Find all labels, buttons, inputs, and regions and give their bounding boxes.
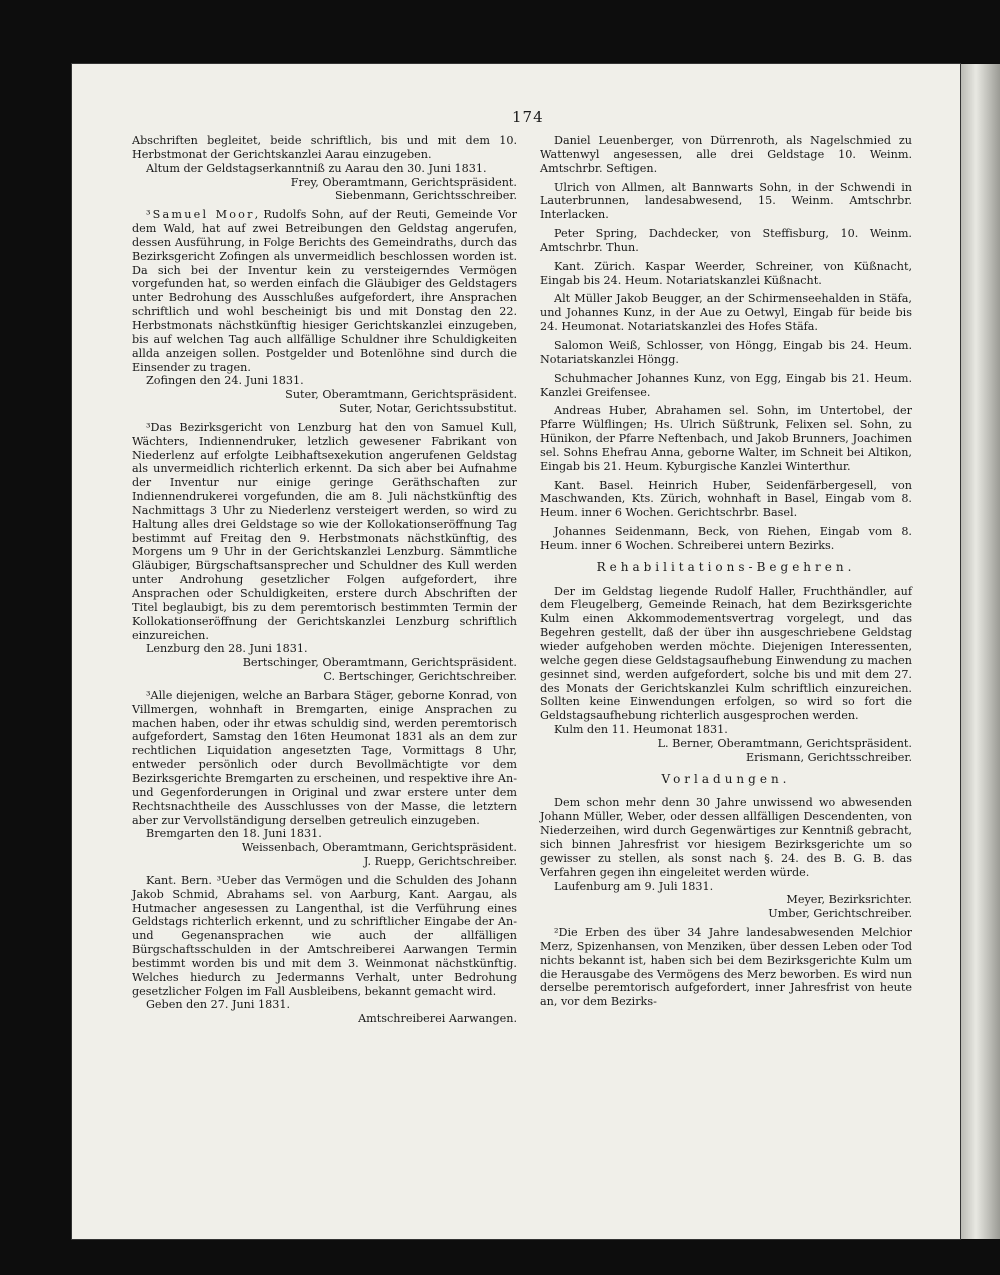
- signature: Meyer, Bezirksrichter.: [786, 893, 912, 907]
- name-lead: ³Samuel Moor: [146, 208, 255, 222]
- signature: C. Bertschinger, Gerichtschreiber.: [323, 670, 517, 684]
- paragraph: ³Alle diejenigen, welche an Barbara Stäger, geborne Konrad, von Villmergen, wohnhaft in Bremgarten, einige Ansprachen zu machen haben, oder ihr etwas schuldig sind, werden peremtorisch aufgefordert, Samstag den 16ten Heumonat 1831 als an dem zur rechtlichen Liquidation angesetzten Tage, Vormittags 8 Uhr, entweder persönlich oder durch Bevollmächtigte vor dem Bezirksgerichte Bremgarten zu erscheinen, und respektive ihre An- und Gegenforderungen in Original und zwar erstere unter dem Rechtsnachtheile des Ausschlusses von der Masse, die letztern aber zur Vervollständigung derselben getreulich einzugeben.: [132, 688, 517, 827]
- date-line: Bremgarten den 18. Juni 1831.: [146, 827, 322, 841]
- page-number: 174: [512, 108, 544, 126]
- list-item: Alt Müller Jakob Beugger, an der Schirmenseehalden in Stäfa, und Johannes Kunz, in der Aue zu Oetwyl, Eingab für beide bis 24. Heumonat. Notariatskanzlei des Hofes Stäfa.: [540, 292, 912, 334]
- signature: Suter, Oberamtmann, Gerichtspräsident.: [285, 388, 517, 402]
- signature: Amtschreiberei Aarwangen.: [358, 1012, 517, 1026]
- paragraph: Dem schon mehr denn 30 Jahre unwissend wo abwesenden Johann Müller, Weber, oder dessen allfälligen Descendenten, von Niederzeihen, wird durch Gegenwärtiges zur Kenntniß gebracht, sich binnen Jahresfrist vor hiesigem Bezirksgerichte um so gewisser zu stellen, als sonst nach §. 24. des B. G. B. das Verfahren gegen ihn eingeleitet werden würde.: [540, 796, 912, 879]
- paragraph: Kant. Bern. ³Ueber das Vermögen und die Schulden des Johann Jakob Schmid, Abrahams sel. von Aarburg, Kant. Aargau, als Hutmacher angesessen zu Langenthal, ist die Verführung eines Geldstags richterlich erkennt, und zu schriftlicher Eingabe der An- und Gegenansprachen wie auch der allfälligen Bürgschaftsschulden in der Amtschreiberei Aarwangen Termin bestimmt worden bis und mit dem 3. Weinmonat nächstkünftig. Welches hiedurch zu Jedermanns Verhalt, unter Bedrohung gesetzlicher Folgen im Fall Ausbleibens, bekannt gemacht wird.: [132, 873, 517, 998]
- paragraph: ²Die Erben des über 34 Jahre landesabwesenden Melchior Merz, Spizenhansen, von Menziken, über dessen Leben oder Tod nichts bekannt ist, haben sich bei dem Bezirksgerichte Kulm um die Herausgabe des Vermögens des Merz beworben. Es wird nun derselbe peremtorisch aufgefordert, inner Jahresfrist von heute an, vor dem Bezirks-: [540, 926, 912, 1009]
- list-item: Andreas Huber, Abrahamen sel. Sohn, im Untertobel, der Pfarre Wülflingen; Hs. Ulrich Süßtrunk, Felixen sel. Sohn, zu Hünikon, der Pfarre Neftenbach, und Jakob Brunners, Joachimen sel. Sohns Ehefrau Anna, geborne Walter, im Schneit bei Altikon, Eingab bis 21. Heum. Kyburgische Kanzlei Winterthur.: [540, 404, 912, 473]
- date-line: Lenzburg den 28. Juni 1831.: [146, 642, 308, 656]
- signature: L. Berner, Oberamtmann, Gerichtspräsident.: [657, 736, 912, 750]
- list-item: Peter Spring, Dachdecker, von Steffisburg, 10. Weinm. Amtschrbr. Thun.: [540, 227, 912, 254]
- paragraph: [132, 208, 517, 374]
- signature: Erismann, Gerichtsschreiber.: [745, 750, 912, 764]
- list-item: Daniel Leuenberger, von Dürrenroth, als Nagelschmied zu Wattenwyl angesessen, alle drei Geldstage 10. Weinm. Amtschrbr. Seftigen.: [540, 134, 912, 175]
- paragraph: Der im Geldstag liegende Rudolf Haller, Fruchthändler, auf dem Fleugelberg, Gemeinde Reinach, hat dem Bezirksgerichte Kulm einen Akkommodementsvertrag vorgelegt, und das Begehren gestellt, daß der über ihn ausgeschriebene Geldstag wieder aufgehoben werden möchte. Diejenigen Interessenten, welche gegen diese Geldstagsaufhebung Einwendung zu machen gesinnet sind, werden aufgefordert, solche bis und mit dem 27. des Monats der Gerichtskanzlei Kulm schriftlich einzureichen. Sollten keine Einwendungen erfolgen, so wird so fort die Geldstagsaufhebung richterlich ausgesprochen werden.: [540, 584, 912, 723]
- list-item: Salomon Weiß, Schlosser, von Höngg, Eingab bis 24. Heum. Notariatskanzlei Höngg.: [540, 338, 912, 366]
- section-heading-vorladungen: Vorladungen.: [661, 771, 791, 786]
- section-heading-rehabilitation: Rehabilitations-Begehren.: [596, 559, 856, 574]
- date-line: Geben den 27. Juni 1831.: [146, 998, 291, 1012]
- list-item: Ulrich von Allmen, alt Bannwarts Sohn, in der Schwendi in Lauterbrunnen, landesabwesend, 15. Weinm. Amtschrbr. Interlacken.: [540, 180, 912, 222]
- signature: Weissenbach, Oberamtmann, Gerichtspräsident.: [241, 841, 517, 855]
- date-line: Kulm den 11. Heumonat 1831.: [554, 723, 728, 737]
- list-item: Kant. Zürich. Kaspar Weerder, Schreiner, von Küßnacht, Eingab bis 24. Heum. Notariatskanzlei Küßnacht.: [540, 259, 912, 287]
- left-column: [132, 134, 517, 1026]
- document-page: [72, 64, 960, 1239]
- signature: Bertschinger, Oberamtmann, Gerichtspräsident.: [242, 656, 517, 670]
- paragraph: Abschriften begleitet, beide schriftlich, bis und mit dem 10. Herbstmonat der Gerichtskanzlei Aarau einzugeben.: [132, 134, 517, 161]
- book-page-edge: [960, 64, 1000, 1239]
- list-item: Johannes Seidenmann, Beck, von Riehen, Eingab vom 8. Heum. inner 6 Wochen. Schreiberei untern Bezirks.: [540, 525, 912, 552]
- paragraph: ³Das Bezirksgericht von Lenzburg hat den von Samuel Kull, Wächters, Indiennendruker, letzlich gewesener Fabrikant von Niederlenz auf erfolgte Leibhaftsexekution angerufenen Geldstag als unvermeidlich richterlich erkennt. Da sich aber bei Aufnahme der Inventur nur einige geringe Geräthschaften zur Indiennendrukerei vorgefunden, die am 8. Juli nächstkünftig des Nachmittags 3 Uhr zu Niederlenz versteigert werden, so wird zu Haltung alles drei Geldstage so wie der Kollokationseröffnung Tag bestimmt auf Freitag den 9. Herbstmonats nächstkünftig, des Morgens um 9 Uhr in der Gerichtskanzlei Lenzburg. Sämmtliche Gläubiger, Bürgschaftsansprecher und Schuldner des Kull werden unter Androhung gesetzlicher Folgen aufgefordert, ihre Ansprachen oder Schuldigkeiten, erstere durch Abschriften der Titel beglaubigt, bis zu dem peremtorisch bestimmten Termin der Kollokationseröffnung der Gerichtskanzlei Lenzburg schriftlich einzureichen.: [132, 420, 517, 642]
- date-line: Zofingen den 24. Juni 1831.: [146, 374, 304, 388]
- signature: Suter, Notar, Gerichtssubstitut.: [338, 402, 517, 416]
- date-line: Altum der Geldstagserkanntniß zu Aarau den 30. Juni 1831.: [146, 161, 487, 175]
- list-item: Kant. Basel. Heinrich Huber, Seidenfärbergesell, von Maschwanden, Kts. Zürich, wohnhaft in Basel, Eingab vom 8. Heum. inner 6 Wochen. Gerichtschrbr. Basel.: [540, 478, 912, 520]
- date-line: Laufenburg am 9. Juli 1831.: [554, 879, 714, 893]
- signature: Siebenmann, Gerichtsschreiber.: [334, 189, 517, 203]
- signature: Frey, Oberamtmann, Gerichtspräsident.: [290, 175, 517, 189]
- right-column: [540, 134, 912, 1009]
- paragraph-text: , Rudolfs Sohn, auf der Reuti, Gemeinde Vor dem Wald, hat auf zwei Betreibungen den Geldstag angerufen, dessen Ausführung, in Folge Berichts des Gemeindraths, durch das Bezirksgericht Zofingen als unvermeidlich beschlossen worden ist. Da sich bei der Inventur kein zu versteigerndes Vermögen vorgefunden hat, so werden einfach die Gläubiger des Geldstagers unter Bedrohung des Ausschlußes aufgefordert, ihre Ansprachen schriftlich und wohl bescheinigt bis und mit Donstag den 22. Herbstmonats nächstkünftig hiesiger Gerichtskanzlei einzugeben, bis auf welchen Tag auch allfällige Schuldner ihre Schuldigkeiten allda anzeigen sollen. Postgelder und Botenlöhne sind durch die Einsender zu tragen.: [132, 208, 517, 374]
- signature: J. Ruepp, Gerichtschreiber.: [363, 855, 517, 869]
- signature: Umber, Gerichtschreiber.: [768, 907, 912, 921]
- list-item: Schuhmacher Johannes Kunz, von Egg, Eingab bis 21. Heum. Kanzlei Greifensee.: [540, 371, 912, 399]
